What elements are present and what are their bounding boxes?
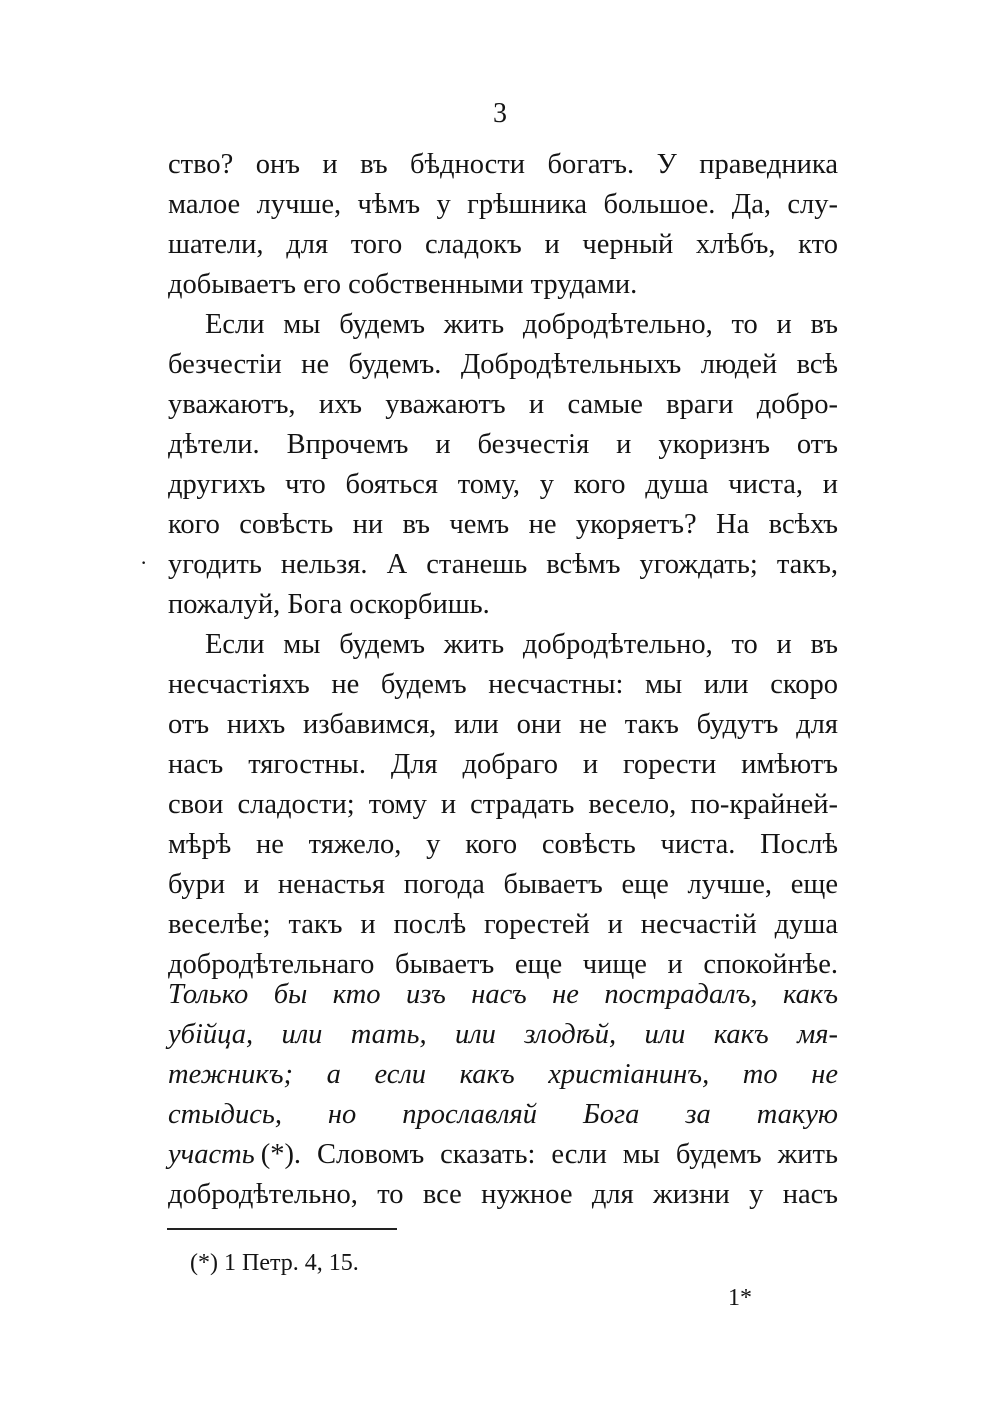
text-line-italic — [168, 975, 838, 1015]
text-line: пожалуй, Бога оскорбишь. — [168, 589, 490, 620]
text-line: кого совѣсть ни въ чемъ не укоряетъ? На всѣхъ — [168, 509, 838, 540]
text-line: бури и ненастья погода бываетъ еще лучше, еще — [168, 869, 838, 900]
text-line: другихъ что бояться тому, у кого душа чиста, и — [168, 469, 838, 500]
text-line: мѣрѣ не тяжело, у кого совѣсть чиста. Послѣ — [168, 829, 838, 860]
footnote: (*) 1 Петр. 4, 15. — [190, 1250, 359, 1276]
text-line-italic — [168, 1095, 838, 1135]
text-line: дѣтели. Впрочемъ и безчестія и укоризнъ отъ — [168, 429, 838, 460]
text-line: малое лучше, чѣмъ у грѣшника большое. Да, слу- — [168, 189, 838, 220]
page-number: 3 — [493, 98, 507, 129]
text-line: добродѣтельно, то все нужное для жизни у насъ — [168, 1179, 838, 1210]
margin-mark: · — [140, 550, 148, 575]
text-line-italic — [168, 1055, 838, 1095]
text-line: ство? онъ и въ бѣдности богатъ. У праведника — [168, 149, 838, 180]
text-line-italic — [168, 1015, 838, 1055]
italic-quote: участь — [168, 1139, 255, 1170]
text-line: уважаютъ, ихъ уважаютъ и самые враги добро- — [168, 389, 838, 420]
italic-quote: Только бы кто изъ насъ не пострадалъ, какъ — [168, 979, 838, 1010]
text-line: насъ тягостны. Для добраго и горести имѣютъ — [168, 749, 838, 780]
text-line: Если мы будемъ жить добродѣтельно, то и въ — [205, 629, 838, 660]
signature-text: 1* — [728, 1285, 752, 1311]
text-line-mixed — [168, 1135, 838, 1175]
text-line: безчестіи не будемъ. Добродѣтельныхъ людей всѣ — [168, 349, 838, 380]
italic-quote: стыдись, но прославляй Бога за такую — [168, 1099, 838, 1130]
text-line: веселѣе; такъ и послѣ горестей и несчастій душа — [168, 909, 838, 940]
text-line: угодить нельзя. А станешь всѣмъ угождать; такъ, — [168, 549, 838, 580]
text-line: Если мы будемъ жить добродѣтельно, то и въ — [205, 309, 838, 340]
text-span: (*). Словомъ сказать: если мы будемъ жить — [260, 1139, 838, 1170]
text-line: свои сладости; тому и страдать весело, по-крайней- — [168, 789, 838, 820]
text-line: шатели, для того сладокъ и черный хлѣбъ, кто — [168, 229, 838, 260]
italic-quote: тежникъ; а если какъ христіанинъ, то не — [168, 1059, 838, 1090]
italic-quote: убійца, или тать, или злодѣй, или какъ мя- — [168, 1019, 838, 1050]
text-line: добываетъ его собственными трудами. — [168, 269, 638, 300]
footnote-rule — [167, 1228, 397, 1230]
text-line: добродѣтельнаго бываетъ еще чище и спокойнѣе. — [168, 949, 838, 980]
text-line: несчастіяхъ не будемъ несчастны: мы или скоро — [168, 669, 838, 700]
text-line: отъ нихъ избавимся, или они не такъ будутъ для — [168, 709, 838, 740]
